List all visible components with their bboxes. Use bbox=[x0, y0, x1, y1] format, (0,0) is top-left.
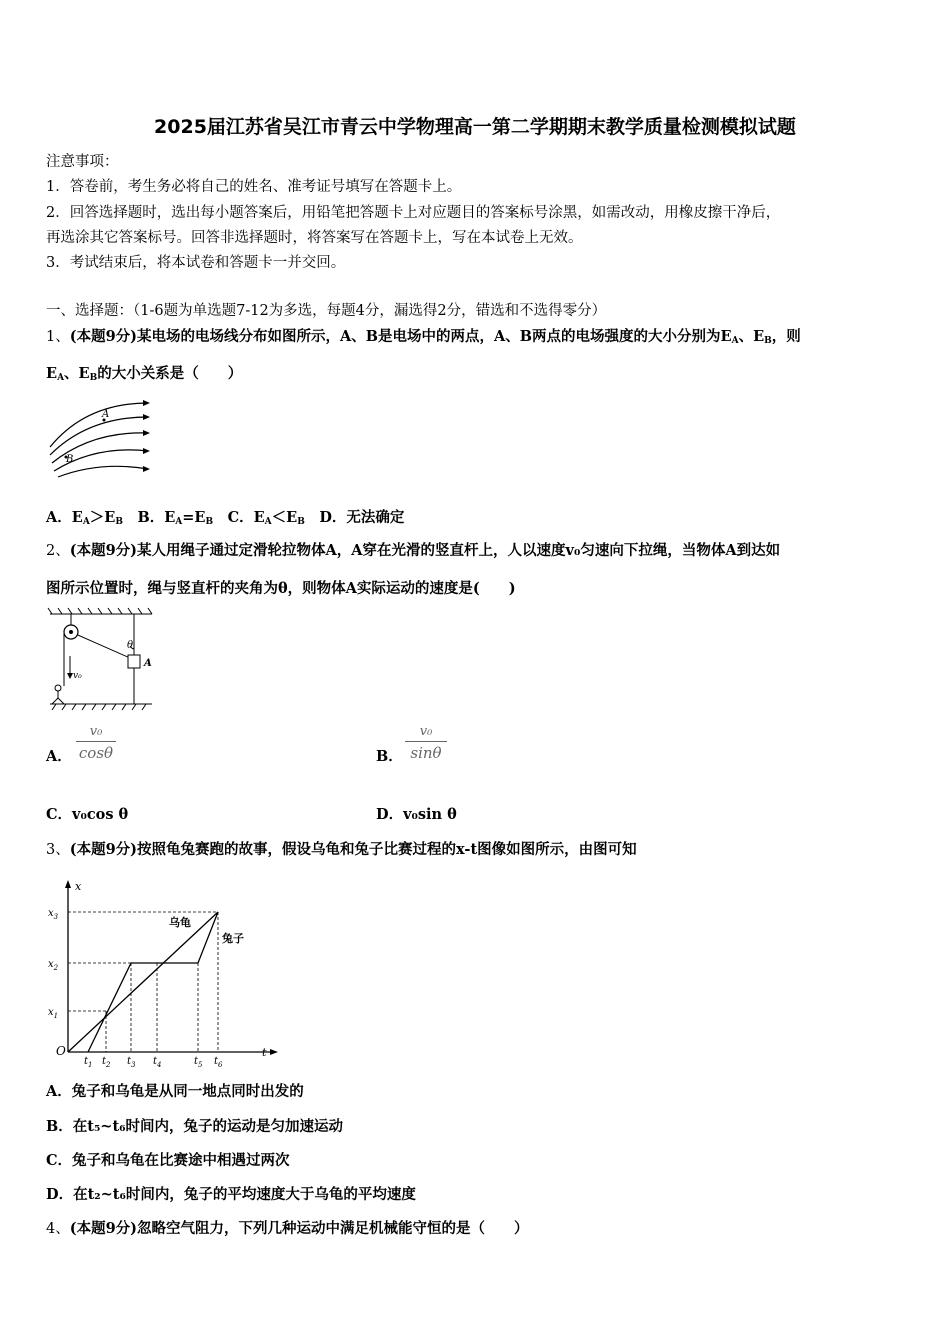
origin-label: O bbox=[56, 1044, 66, 1058]
pulley-figure bbox=[46, 606, 158, 710]
notice-item-3: 3．考试结束后，将本试卷和答题卡一并交回。 bbox=[46, 255, 346, 271]
q2-option-a-label: A． bbox=[46, 748, 72, 765]
x-tick-label: $t_1$ bbox=[84, 1056, 93, 1069]
q3-option-b: B．在t₅~t₆时间内，兔子的运动是匀加速运动 bbox=[46, 1118, 344, 1135]
notice-item-1: 1．答卷前，考生务必将自己的姓名、准考证号填写在答题卡上。 bbox=[46, 179, 462, 195]
q3-line1: 3、(本题9分)按照龟兔赛跑的故事，假设乌龟和兔子比赛过程的x-t图像如图所示，由图可知 bbox=[46, 841, 637, 858]
theta-label: θ bbox=[127, 640, 134, 651]
q2-option-b-label: B． bbox=[376, 748, 403, 765]
y-tick-label: $x_2$ bbox=[48, 959, 59, 972]
q2-option-c: C．v₀cos θ bbox=[46, 806, 129, 823]
point-b-label: B bbox=[66, 454, 74, 465]
block-a-label: A bbox=[144, 658, 152, 669]
q2-line1: 2、(本题9分)某人用绳子通过定滑轮拉物体A，A穿在光滑的竖直杆上，人以速度v₀匀速向下拉绳，当物体A到达如 bbox=[46, 542, 781, 559]
x-tick-label: $t_4$ bbox=[153, 1056, 162, 1069]
x-tick-label: $t_5$ bbox=[194, 1056, 203, 1069]
q2-option-d: D．v₀sin θ bbox=[376, 806, 457, 823]
notice-item-2: 2．回答选择题时，选出每小题答案后，用铅笔把答题卡上对应题目的答案标号涂黑，如需改动，用橡皮擦干净后， bbox=[46, 205, 781, 221]
electric-field-figure bbox=[46, 395, 156, 480]
y-axis-label: x bbox=[75, 880, 82, 893]
xt-chart bbox=[46, 874, 286, 1069]
q3-option-a: A．兔子和乌龟是从同一地点同时出发的 bbox=[46, 1083, 304, 1100]
y-tick-label: $x_1$ bbox=[48, 1007, 59, 1020]
series-rabbit-line bbox=[88, 912, 218, 1052]
q3-option-d: D．在t₂~t₆时间内，兔子的平均速度大于乌龟的平均速度 bbox=[46, 1186, 416, 1203]
q2-line2: 图所示位置时，绳与竖直杆的夹角为θ，则物体A实际运动的速度是( ) bbox=[46, 580, 516, 597]
y-tick-label: $x_3$ bbox=[48, 908, 59, 921]
series-tortoise-line bbox=[68, 912, 218, 1052]
q1-line1: 1、(本题9分)某电场的电场线分布如图所示，A、B是电场中的两点，A、B两点的电场强度的大小分别为$E_A$、$E_B$，则 bbox=[46, 328, 801, 346]
notice-item-2-cont: 再选涂其它答案标号。回答非选择题时，将答案写在答题卡上，写在本试卷上无效。 bbox=[46, 230, 583, 246]
x-axis-label: t bbox=[262, 1046, 267, 1059]
notice-heading: 注意事项： bbox=[46, 154, 119, 170]
section-heading: 一、选择题：（1-6题为单选题7-12为多选，每题4分，漏选得2分，错选和不选得零分） bbox=[46, 303, 607, 319]
v0-label: v₀ bbox=[73, 671, 82, 681]
x-tick-label: $t_3$ bbox=[127, 1056, 136, 1069]
page-title: 2025届江苏省吴江市青云中学物理高一第二学期期末教学质量检测模拟试题 bbox=[154, 116, 796, 138]
q2-option-a-fraction: v₀ cosθ bbox=[76, 724, 116, 762]
legend-tortoise: 乌龟 bbox=[169, 916, 191, 929]
q1-line2: $E_A$、$E_B$的大小关系是（ ） bbox=[46, 365, 243, 383]
q2-option-b-fraction: v₀ sinθ bbox=[405, 724, 447, 762]
legend-rabbit: 兔子 bbox=[222, 932, 244, 945]
x-tick-label: $t_2$ bbox=[102, 1056, 111, 1069]
q3-option-c: C．兔子和乌龟在比赛途中相遇过两次 bbox=[46, 1152, 290, 1169]
q1-options: A．$E_A>E_B$ B．$E_A=E_B$ C．$E_A<E_B$ D．无法确定 bbox=[46, 509, 405, 527]
q4-line1: 4、(本题9分)忽略空气阻力，下列几种运动中满足机械能守恒的是（ ） bbox=[46, 1220, 529, 1237]
x-tick-label: $t_6$ bbox=[214, 1056, 223, 1069]
point-a-label: A bbox=[102, 409, 110, 420]
